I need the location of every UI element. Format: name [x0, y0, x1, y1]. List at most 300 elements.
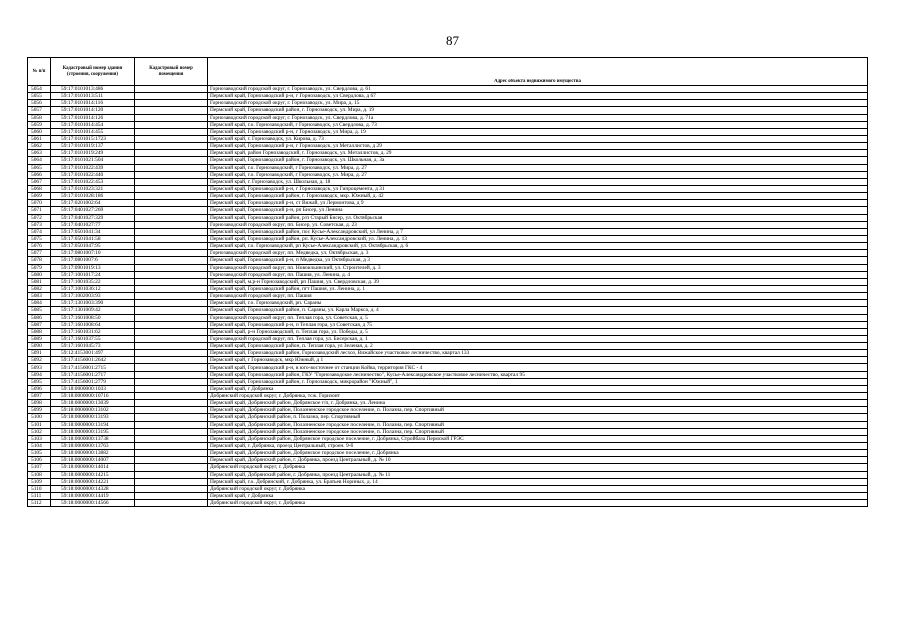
cell-cadastral-building: 59:17:1301009:42 — [51, 307, 135, 314]
cell-address: Пермский край, г.о. Горнозаводский, рп Кусье-Александровский, ул. Октябрьская, д. 6 — [208, 243, 868, 250]
cell-cadastral-building: 59:17:0101013:511 — [51, 93, 135, 100]
cell-cadastral-room — [135, 443, 208, 450]
table-row — [28, 114, 868, 121]
cell-cadastral-room — [135, 371, 208, 378]
table-row — [28, 357, 868, 364]
table-row — [28, 335, 868, 342]
cell-cadastral-building: 59:17:0501041:34 — [51, 228, 135, 235]
table-row — [28, 193, 868, 200]
table-row — [28, 421, 868, 428]
cell-num: 5059 — [28, 121, 51, 128]
cell-address: Пермский край, г.о. Добрянский, г. Добрянка, ул. Братьев Нориных, д. 14 — [208, 478, 868, 485]
cell-cadastral-room — [135, 364, 208, 371]
cell-num: 5104 — [28, 443, 51, 450]
cell-num: 5072 — [28, 214, 51, 221]
cell-cadastral-building: 59:17:0101014:454 — [51, 121, 135, 128]
cell-cadastral-building: 59:17:0201002:64 — [51, 200, 135, 207]
cell-num: 5056 — [28, 100, 51, 107]
cell-address: Пермский край, Горнозаводский р-н, п Медведка, ул Октябрьская, д 3 — [208, 257, 868, 264]
cell-num: 5087 — [28, 321, 51, 328]
table-row — [28, 207, 868, 214]
cell-address: Пермский край, Добрянский район, п. Полазна, пер. Спортивный — [208, 414, 868, 421]
table-row — [28, 235, 868, 242]
table-row — [28, 264, 868, 271]
cell-cadastral-room — [135, 185, 208, 192]
cell-address: Пермский край, Горнозаводский район, п. Сараны, ул. Карла Маркса, д. 4 — [208, 307, 868, 314]
cell-cadastral-room — [135, 400, 208, 407]
cell-cadastral-room — [135, 135, 208, 142]
table-row — [28, 493, 868, 500]
cell-cadastral-building: 59:17:0101021:504 — [51, 157, 135, 164]
table-row — [28, 478, 868, 485]
cell-address: Пермский край, Горнозаводский р-н, п Теплая гора, ул Советская, д 75 — [208, 321, 868, 328]
cell-cadastral-room — [135, 100, 208, 107]
table-row — [28, 100, 868, 107]
table-row — [28, 414, 868, 421]
cell-num: 5061 — [28, 135, 51, 142]
table-row — [28, 314, 868, 321]
cell-num: 5103 — [28, 435, 51, 442]
cell-address: Горнозаводский городской округ, пп. Теплая гора, ул. Бисерская, д. 1 — [208, 335, 868, 342]
table-header — [28, 58, 868, 86]
cell-cadastral-building: 59:17:0101014:116 — [51, 100, 135, 107]
cell-cadastral-building: 59:18:0000000:14215 — [51, 471, 135, 478]
cell-cadastral-room — [135, 335, 208, 342]
cell-cadastral-room — [135, 300, 208, 307]
cell-address: Пермский край, Горнозаводский район, г. Горнозаводск, ул. Школьная, д. 3а — [208, 157, 868, 164]
cell-num: 5090 — [28, 343, 51, 350]
cell-address: Пермский край, г Добрянка — [208, 493, 868, 500]
cell-cadastral-room — [135, 178, 208, 185]
cell-cadastral-room — [135, 200, 208, 207]
table-row — [28, 93, 868, 100]
cell-num: 5098 — [28, 400, 51, 407]
cell-num: 5089 — [28, 335, 51, 342]
cell-address: Пермский край, Добрянский район, г. Добрянка, проезд Центральный, д. № 10 — [208, 457, 868, 464]
cell-num: 5062 — [28, 143, 51, 150]
cell-cadastral-building: 59:17:0101023:321 — [51, 185, 135, 192]
cell-cadastral-building: 59:17:0101022:439 — [51, 164, 135, 171]
table-row — [28, 86, 868, 93]
cell-num: 5111 — [28, 493, 51, 500]
cell-num: 5099 — [28, 407, 51, 414]
cell-cadastral-building: 59:18:0000000:13738 — [51, 435, 135, 442]
cell-num: 5112 — [28, 500, 51, 507]
cell-cadastral-room — [135, 485, 208, 492]
cell-address: Горнозаводский городской округ, пп. Пашия, ул. Ленина, д. 4 — [208, 271, 868, 278]
cell-cadastral-building: 59:17:0901019:13 — [51, 264, 135, 271]
header-address-spacer — [208, 58, 868, 80]
table-row — [28, 371, 868, 378]
cell-cadastral-room — [135, 121, 208, 128]
cell-cadastral-building: 59:17:4156001:2642 — [51, 357, 135, 364]
cell-cadastral-room — [135, 328, 208, 335]
cell-num: 5078 — [28, 257, 51, 264]
cell-cadastral-room — [135, 86, 208, 93]
cell-address: Горнозаводский городской округ, пп. Теплая гора, ул. Советская, д. 5 — [208, 314, 868, 321]
cell-cadastral-building: 59:17:0101013:486 — [51, 86, 135, 93]
table-row — [28, 457, 868, 464]
cell-cadastral-building: 59:17:0501041:58 — [51, 235, 135, 242]
table-row — [28, 178, 868, 185]
cell-address: Пермский край, Горнозаводский район, пгт Пашия, ул. Ленина, д. 1 — [208, 285, 868, 292]
cell-num: 5058 — [28, 114, 51, 121]
cell-cadastral-building: 59:18:0000000:13102 — [51, 407, 135, 414]
cell-cadastral-building: 59:17:0801007:6 — [51, 257, 135, 264]
cell-address: Пермский край, Горнозаводский район, г. Горнозаводск, микрорайон "Южный", 1 — [208, 378, 868, 385]
property-table — [27, 57, 868, 507]
cell-address: Пермский край, Горнозаводский р-н, г Горнозаводск, ул Гипроцемента, д 31 — [208, 185, 868, 192]
cell-cadastral-building: 59:17:0101022:440 — [51, 171, 135, 178]
cell-cadastral-building: 59:18:0000000:14328 — [51, 485, 135, 492]
cell-address: Пермский край, район Горнозаводский, г. Горнозаводск, ул. Металлистов, д. 29 — [208, 150, 868, 157]
cell-num: 5054 — [28, 86, 51, 93]
cell-cadastral-building: 59:17:0401027:269 — [51, 207, 135, 214]
table-row — [28, 135, 868, 142]
table-row — [28, 157, 868, 164]
cell-address: Пермский край, р-н Горнозаводский, п. Теплая гора, ул. Победы, д. 5 — [208, 328, 868, 335]
cell-cadastral-building: 59:17:4156001:2715 — [51, 364, 135, 371]
cell-cadastral-room — [135, 221, 208, 228]
cell-address: Пермский край, г.о. Горнозаводский, г Горнозаводск, ул. Мира, д. 27 — [208, 164, 868, 171]
cell-cadastral-room — [135, 414, 208, 421]
cell-num: 5070 — [28, 200, 51, 207]
cell-cadastral-room — [135, 378, 208, 385]
table-row — [28, 500, 868, 507]
cell-cadastral-room — [135, 214, 208, 221]
cell-address: Пермский край, Горнозаводский район, г. Горнозаводск, мкр. Южный, д. 42 — [208, 193, 868, 200]
cell-num: 5066 — [28, 171, 51, 178]
cell-cadastral-room — [135, 143, 208, 150]
cell-num: 5077 — [28, 250, 51, 257]
cell-num: 5083 — [28, 293, 51, 300]
table-row — [28, 228, 868, 235]
cell-address: Горнозаводский городской округ, г. Горнозаводск, ул. Мира, д. 15 — [208, 100, 868, 107]
cell-cadastral-room — [135, 264, 208, 271]
cell-cadastral-room — [135, 464, 208, 471]
cell-cadastral-building: 59:17:0501047:95 — [51, 243, 135, 250]
cell-cadastral-room — [135, 128, 208, 135]
cell-cadastral-room — [135, 193, 208, 200]
cell-cadastral-room — [135, 350, 208, 357]
cell-num: 5055 — [28, 93, 51, 100]
cell-cadastral-building: 59:18:0000000:13763 — [51, 443, 135, 450]
cell-address: Пермский край, Горнозаводский р-н, г Горнозаводск, ул Мира, д. 19 — [208, 128, 868, 135]
cell-num: 5091 — [28, 350, 51, 357]
cell-num: 5096 — [28, 385, 51, 392]
cell-cadastral-building: 59:17:1001017:24 — [51, 271, 135, 278]
cell-cadastral-room — [135, 285, 208, 292]
table-body — [28, 86, 868, 507]
cell-cadastral-room — [135, 171, 208, 178]
table-row — [28, 307, 868, 314]
table-row — [28, 300, 868, 307]
cell-address: Пермский край, г.о. Горнозаводский, г Горнозаводск, ул. Мира, д. 27 — [208, 171, 868, 178]
header-num: № п/п — [28, 58, 51, 86]
table-row — [28, 364, 868, 371]
table-row — [28, 285, 868, 292]
table-row — [28, 407, 868, 414]
cell-cadastral-building: 59:18:0000000:13194 — [51, 421, 135, 428]
table-row — [28, 171, 868, 178]
cell-cadastral-building: 59:18:0000000:14566 — [51, 500, 135, 507]
cell-num: 5088 — [28, 328, 51, 335]
cell-address: Пермский край, Горнозаводский район, ГКУ "Горнозаводское лесничество", Кусье-Александровское участковое лесничество, квартал 95 — [208, 371, 868, 378]
cell-cadastral-building: 59:17:1601037:55 — [51, 335, 135, 342]
header-cadastral-building: Кадастровый номер здания (строения, сооружения) — [51, 58, 135, 86]
cell-address: Пермский край, Горнозаводский р-н, рп Бисер, ул Ленина — [208, 207, 868, 214]
cell-num: 5085 — [28, 307, 51, 314]
cell-address: Пермский край, г. Добрянка, проезд Центральный, строен. 9-б — [208, 443, 868, 450]
cell-cadastral-room — [135, 107, 208, 114]
cell-cadastral-room — [135, 478, 208, 485]
cell-address: Добрянский городской округ, г. Добрянка, тсж. Горизонт — [208, 393, 868, 400]
table-row — [28, 443, 868, 450]
table-row — [28, 428, 868, 435]
cell-num: 5086 — [28, 314, 51, 321]
cell-cadastral-room — [135, 407, 208, 414]
cell-cadastral-room — [135, 243, 208, 250]
cell-cadastral-room — [135, 357, 208, 364]
cell-cadastral-room — [135, 500, 208, 507]
cell-cadastral-building: 59:17:1601008:50 — [51, 314, 135, 321]
cell-address: Пермский край, Добрянский район, Полазненское городское поселение, п. Полазна, пер. Спортивный — [208, 407, 868, 414]
table-row — [28, 485, 868, 492]
cell-address: Горнозаводский городской округ, пп. Бисер, ул. Советская, д. 23 — [208, 221, 868, 228]
cell-num: 5106 — [28, 457, 51, 464]
cell-cadastral-room — [135, 278, 208, 285]
cell-address: Пермский край, Горнозаводский район, пос Кусье-Александровский, ул Ленина, д 7 — [208, 228, 868, 235]
cell-cadastral-building: 59:18:0000000:13193 — [51, 414, 135, 421]
cell-cadastral-building: 59:17:0801007:10 — [51, 250, 135, 257]
cell-address: Пермский край, Горнозаводский р-н, г Горнозаводск, ул Свердлова, д 67 — [208, 93, 868, 100]
cell-num: 5063 — [28, 150, 51, 157]
cell-address: Пермский край, Горнозаводский р-н, в юго-восточнее от станции Койва, территория ГКС - 4 — [208, 364, 868, 371]
cell-cadastral-building: 59:17:0101028:186 — [51, 193, 135, 200]
table-row — [28, 107, 868, 114]
table-row — [28, 164, 868, 171]
cell-cadastral-building: 59:17:0101015:1723 — [51, 135, 135, 142]
cell-address: Пермский край, г. Горнозаводск, ул. Школьная, д. 18 — [208, 178, 868, 185]
cell-address: Пермский край, г Горнозаводск, мкр Южный, д 1 — [208, 357, 868, 364]
table-row — [28, 250, 868, 257]
cell-num: 5110 — [28, 485, 51, 492]
cell-address: Пермский край, Горнозаводский район, рп. Кусье-Александровский, ул. Ленина, д. 13 — [208, 235, 868, 242]
cell-cadastral-building: 59:18:0000000:14419 — [51, 493, 135, 500]
table-row — [28, 385, 868, 392]
cell-cadastral-building: 59:17:0101019:249 — [51, 150, 135, 157]
cell-address: Пермский край, Горнозаводский район, п. Теплая гора, ул Зеленая, д. 2 — [208, 343, 868, 350]
cell-num: 5084 — [28, 300, 51, 307]
cell-cadastral-building: 59:18:0000000:13039 — [51, 400, 135, 407]
table-row — [28, 350, 868, 357]
cell-cadastral-room — [135, 343, 208, 350]
cell-cadastral-building: 59:18:0000000:13195 — [51, 428, 135, 435]
table-row — [28, 343, 868, 350]
table-row — [28, 121, 868, 128]
cell-cadastral-building: 59:18:0000000:10716 — [51, 393, 135, 400]
cell-address: Пермский край, Добрянский район, Добрянское городское поселение, г. Добрянка — [208, 450, 868, 457]
cell-cadastral-building: 59:17:0401027:329 — [51, 214, 135, 221]
cell-cadastral-building: 59:18:0000000:1033 — [51, 385, 135, 392]
table-row — [28, 435, 868, 442]
cell-num: 5079 — [28, 264, 51, 271]
header-address: Адрес объекта недвижимого имущества — [208, 79, 868, 86]
cell-address: Пермский край, м.р-н Горнозаводский, рп Пашия, ул. Свердловская, д. 39 — [208, 278, 868, 285]
cell-address: Пермский край, г. Горнозаводск, ул. Кирова, д. 73 — [208, 135, 868, 142]
cell-address: Добрянский городской округ, г. Добрянка — [208, 485, 868, 492]
table-row — [28, 214, 868, 221]
page-number: 87 — [446, 33, 459, 48]
cell-num: 5069 — [28, 193, 51, 200]
cell-cadastral-room — [135, 393, 208, 400]
cell-cadastral-building: 59:17:0101019:137 — [51, 143, 135, 150]
cell-cadastral-building: 59:17:1601031:62 — [51, 328, 135, 335]
cell-cadastral-building: 59:17:0101022:453 — [51, 178, 135, 185]
cell-cadastral-building: 59:18:0000000:13882 — [51, 450, 135, 457]
table-row — [28, 200, 868, 207]
cell-cadastral-building: 59:17:0101014:455 — [51, 128, 135, 135]
cell-num: 5093 — [28, 364, 51, 371]
cell-num: 5073 — [28, 221, 51, 228]
table-row — [28, 128, 868, 135]
cell-address: Пермский край, г.о. Горнозаводский, г Горнозаводск, ул Свердлова, д. 73 — [208, 121, 868, 128]
cell-num: 5105 — [28, 450, 51, 457]
cell-address: Пермский край, Горнозаводский район, г. Горнозаводск, ул. Мира, д. 19 — [208, 107, 868, 114]
cell-cadastral-room — [135, 385, 208, 392]
cell-cadastral-building: 59:17:0101014:120 — [51, 107, 135, 114]
cell-cadastral-building: 59:17:0101014:126 — [51, 114, 135, 121]
cell-cadastral-room — [135, 307, 208, 314]
header-cadastral-room: Кадастровый номер помещения — [135, 58, 208, 86]
cell-cadastral-room — [135, 271, 208, 278]
cell-address: Горнозаводский городской округ, пп. Новоиль​инский, ул. Строителей, д. 3 — [208, 264, 868, 271]
cell-cadastral-room — [135, 157, 208, 164]
table-row — [28, 185, 868, 192]
table-row — [28, 464, 868, 471]
property-table-container — [27, 57, 867, 507]
cell-cadastral-building: 59:17:1601045:73 — [51, 343, 135, 350]
cell-num: 5107 — [28, 464, 51, 471]
cell-address: Добрянский городской округ, г. Добрянка — [208, 500, 868, 507]
table-row — [28, 257, 868, 264]
cell-num: 5100 — [28, 414, 51, 421]
table-row — [28, 271, 868, 278]
table-row — [28, 400, 868, 407]
cell-address: Пермский край, Добрянский район, Полазненское городское поселение, п. Полазна, пер. Спортивный — [208, 428, 868, 435]
cell-num: 5082 — [28, 285, 51, 292]
cell-num: 5057 — [28, 107, 51, 114]
cell-cadastral-room — [135, 421, 208, 428]
cell-num: 5092 — [28, 357, 51, 364]
cell-num: 5068 — [28, 185, 51, 192]
table-row — [28, 378, 868, 385]
cell-num: 5076 — [28, 243, 51, 250]
cell-address: Пермский край, Добрянский район, г. Добрянка, проезд Центральный, д. № 11 — [208, 471, 868, 478]
cell-num: 5064 — [28, 157, 51, 164]
cell-address: Пермский край, Горнозаводский район, р/п Старый Бисер, ул. Октябрьская — [208, 214, 868, 221]
table-row — [28, 221, 868, 228]
cell-cadastral-room — [135, 257, 208, 264]
cell-num: 5109 — [28, 478, 51, 485]
cell-cadastral-room — [135, 235, 208, 242]
cell-address: Пермский край, Добрянский район, Полазненское городское поселение, п. Полазна, пер. Спортивный — [208, 421, 868, 428]
cell-cadastral-building: 59:18:0000000:14014 — [51, 464, 135, 471]
cell-cadastral-building: 59:18:0000000:14007 — [51, 457, 135, 464]
cell-address: Горнозаводский городской округ, г. Горнозаводск, ул. Свердлова, д. 71а — [208, 114, 868, 121]
table-row — [28, 293, 868, 300]
cell-cadastral-room — [135, 114, 208, 121]
cell-cadastral-room — [135, 293, 208, 300]
cell-address: Горнозаводский городской округ, г. Горнозаводск, ул. Свердлова, д. 61 — [208, 86, 868, 93]
cell-address: Пермский край, Добрянский район, Добрянское г/п, г. Добрянка, ул. Ленина — [208, 400, 868, 407]
cell-cadastral-building: 59:12:4153001:497 — [51, 350, 135, 357]
cell-address: Горнозаводский городской округ, пп. Медведка, ул. Октябрьская, д. 3 — [208, 250, 868, 257]
cell-address: Пермский край, г.о. Горнозаводский, рп. Сараны — [208, 300, 868, 307]
cell-num: 5060 — [28, 128, 51, 135]
cell-cadastral-building: 59:18:0000000:14221 — [51, 478, 135, 485]
cell-cadastral-building: 59:17:1601008:64 — [51, 321, 135, 328]
table-row — [28, 471, 868, 478]
cell-address: Добрянский городской округ, г. Добрянка — [208, 464, 868, 471]
cell-cadastral-room — [135, 493, 208, 500]
cell-address: Пермский край, Горнозаводский р-н, ст Вижай, ул Лермонтова, д 9 — [208, 200, 868, 207]
cell-address: Пермский край, Добрянский район, Добрянское городское поселение, г. Добрянка, Стройбаза Пермской ГРЭС — [208, 435, 868, 442]
cell-num: 5101 — [28, 421, 51, 428]
table-row — [28, 328, 868, 335]
table-row — [28, 278, 868, 285]
cell-num: 5094 — [28, 371, 51, 378]
cell-cadastral-building: 59:17:1001036:12 — [51, 285, 135, 292]
cell-num: 5065 — [28, 164, 51, 171]
cell-num: 5080 — [28, 271, 51, 278]
cell-address: Пермский край, Горнозаводский р-н, г Горнозаводск, ул Металлистов, д 29 — [208, 143, 868, 150]
cell-cadastral-building: 59:17:4156001:2779 — [51, 378, 135, 385]
cell-num: 5095 — [28, 378, 51, 385]
cell-num: 5081 — [28, 278, 51, 285]
cell-cadastral-room — [135, 435, 208, 442]
cell-num: 5071 — [28, 207, 51, 214]
cell-cadastral-room — [135, 457, 208, 464]
table-row — [28, 243, 868, 250]
cell-num: 5102 — [28, 428, 51, 435]
cell-cadastral-room — [135, 428, 208, 435]
cell-cadastral-room — [135, 150, 208, 157]
cell-num: 5075 — [28, 235, 51, 242]
cell-num: 5074 — [28, 228, 51, 235]
table-row — [28, 321, 868, 328]
cell-num: 5097 — [28, 393, 51, 400]
cell-cadastral-room — [135, 450, 208, 457]
table-row — [28, 143, 868, 150]
cell-cadastral-room — [135, 207, 208, 214]
cell-cadastral-room — [135, 93, 208, 100]
cell-address: Пермский край, Горнозаводский район, Горнозаводский лесхоз, Вижайское участковое лесничество, квартал 133 — [208, 350, 868, 357]
cell-cadastral-room — [135, 314, 208, 321]
table-row — [28, 393, 868, 400]
cell-num: 5108 — [28, 471, 51, 478]
cell-cadastral-room — [135, 321, 208, 328]
cell-cadastral-room — [135, 250, 208, 257]
cell-cadastral-building: 59:17:1002003:93 — [51, 293, 135, 300]
cell-cadastral-building: 59:17:1301003:390 — [51, 300, 135, 307]
table-row — [28, 450, 868, 457]
cell-cadastral-room — [135, 471, 208, 478]
cell-address: Пермский край, г Добрянка — [208, 385, 868, 392]
table-row — [28, 150, 868, 157]
cell-cadastral-building: 59:17:1001035:22 — [51, 278, 135, 285]
cell-address: Горнозаводский городской округ, пп. Пашия — [208, 293, 868, 300]
